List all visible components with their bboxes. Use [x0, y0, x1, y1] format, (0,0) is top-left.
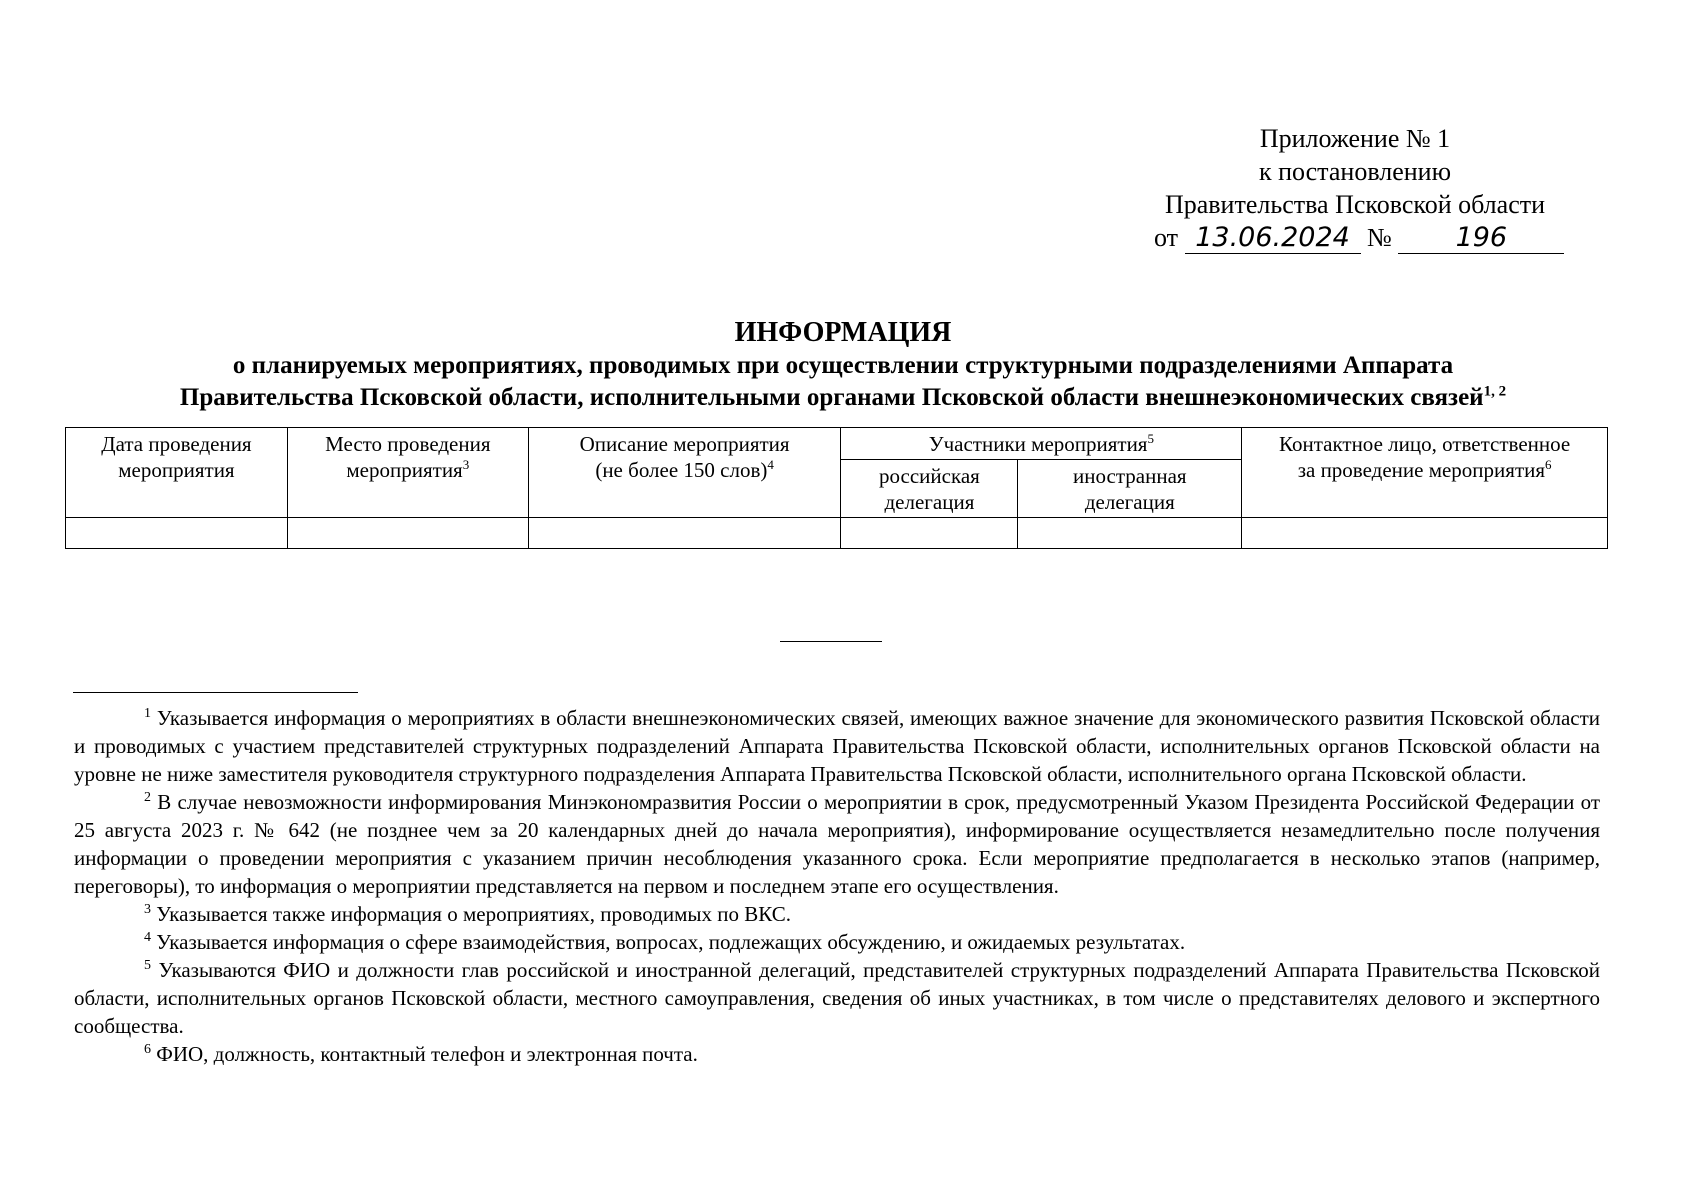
footnote-4-number: 4: [144, 930, 151, 945]
footnote-2-number: 2: [144, 790, 151, 805]
document-subtitle-line-1: о планируемых мероприятиях, проводимых при осуществлении структурными подразделениями Аппарата: [232, 352, 1454, 379]
table-cell-description: [528, 518, 841, 549]
header-foreign-line-2: делегация: [1084, 490, 1175, 514]
header-contact: [1242, 428, 1608, 518]
header-foreign-line-1: иностранная: [1073, 464, 1187, 488]
footnote-1-number: 1: [144, 706, 151, 721]
footnote-6-number: 6: [144, 1042, 151, 1057]
header-participants-label: Участники мероприятия: [928, 432, 1148, 456]
header-description-line-2: (не более 150 слов): [595, 458, 768, 482]
appendix-date-number-line: [1140, 221, 1570, 254]
appendix-title: Приложение № 1: [1259, 124, 1451, 153]
header-place: [287, 428, 528, 518]
header-place-line-1: Место проведения: [325, 432, 491, 456]
footnote-5: [74, 956, 1600, 1040]
number-label: №: [1367, 223, 1392, 252]
header-description-ref: 4: [767, 457, 774, 472]
header-contact-ref: 6: [1545, 457, 1552, 472]
subtitle-line-2-text: Правительства Псковской области, исполнительными органами Псковской области внешнеэкономических связей: [179, 384, 1484, 411]
footnote-5-number: 5: [144, 958, 151, 973]
subtitle-footnote-refs: 1, 2: [1483, 383, 1507, 400]
table-cell-place: [287, 518, 528, 549]
header-participants: [841, 428, 1242, 460]
center-divider: [780, 641, 882, 642]
table-cell-contact: [1242, 518, 1608, 549]
header-date-line-2: мероприятия: [118, 458, 235, 482]
header-description-line-1: Описание мероприятия: [579, 432, 790, 456]
footnote-divider: [73, 692, 358, 693]
footnote-4-text: Указывается информация о сфере взаимодействия, вопросах, подлежащих обсуждению, и ожидаемых результатах.: [156, 930, 1186, 954]
footnote-6: [74, 1040, 1600, 1068]
appendix-resolution-line: к постановлению: [1258, 157, 1452, 186]
footnote-2-text: В случае невозможности информирования Минэкономразвития России о мероприятии в срок, предусмотренный Указом Президента Российской Федерации от 25 августа 2023 г. № 642 (не позднее чем за 20 календарных дней до начала мероприятия), информирование осуществляется незамедлительно после получения информации о проведении мероприятия с указанием причин несоблюдения указанного срока. Если мероприятие предполагается в несколько этапов (например, переговоры), то информация о мероприятии представляется на первом и последнем этапе его осуществления.: [74, 790, 1601, 898]
handwritten-date: 13.06.2024: [1185, 223, 1361, 254]
header-place-line-2: мероприятия: [346, 458, 463, 482]
document-heading: [60, 316, 1626, 414]
table-cell-foreign: [1018, 518, 1242, 549]
events-table: [65, 427, 1608, 549]
footnote-6-text: ФИО, должность, контактный телефон и электронная почта.: [156, 1042, 698, 1066]
footnotes: [74, 704, 1600, 1068]
from-label: от: [1154, 223, 1179, 252]
footnote-3-number: 3: [144, 902, 151, 917]
footnote-4: [74, 928, 1600, 956]
header-contact-line-1: Контактное лицо, ответственное: [1279, 432, 1571, 456]
header-contact-line-2: за проведение мероприятия: [1297, 458, 1546, 482]
header-date: [66, 428, 288, 518]
table-row: [66, 518, 1608, 549]
footnote-2: [74, 788, 1600, 900]
appendix-government-line: Правительства Псковской области: [1164, 190, 1546, 219]
footnote-3-text: Указывается также информация о мероприятиях, проводимых по ВКС.: [156, 902, 791, 926]
header-description: [528, 428, 841, 518]
footnote-1: [74, 704, 1600, 788]
header-russian-line-2: делегация: [884, 490, 975, 514]
table-cell-date: [66, 518, 288, 549]
handwritten-number: 196: [1398, 223, 1564, 254]
document-subtitle-line-2: [60, 382, 1626, 414]
header-russian-delegation: [841, 460, 1018, 518]
table-header-row: [66, 428, 1608, 460]
footnote-5-text: Указываются ФИО и должности глав российской и иностранной делегаций, представителей структурных подразделений Аппарата Правительства Псковской области, исполнительных органов Псковской области, местного самоуправления, сведения об иных участниках, в том числе о представителях делового и экспертного сообщества.: [74, 958, 1600, 1038]
document-title: ИНФОРМАЦИЯ: [734, 317, 952, 348]
header-participants-ref: 5: [1147, 431, 1154, 446]
header-date-line-1: Дата проведения: [101, 432, 252, 456]
header-foreign-delegation: [1018, 460, 1242, 518]
footnote-1-text: Указывается информация о мероприятиях в области внешнеэкономических связей, имеющих важное значение для экономического развития Псковской области и проводимых с участием представителей структурных подразделений Аппарата Правительства Псковской области, исполнительных органов Псковской области на уровне не ниже заместителя руководителя структурного подразделения Аппарата Правительства Псковской области, исполнительного органа Псковской области.: [74, 706, 1601, 786]
footnote-3: [74, 900, 1600, 928]
table-cell-russian: [841, 518, 1018, 549]
appendix-block: [1140, 122, 1570, 254]
header-russian-line-1: российская: [879, 464, 980, 488]
header-place-ref: 3: [462, 457, 470, 472]
